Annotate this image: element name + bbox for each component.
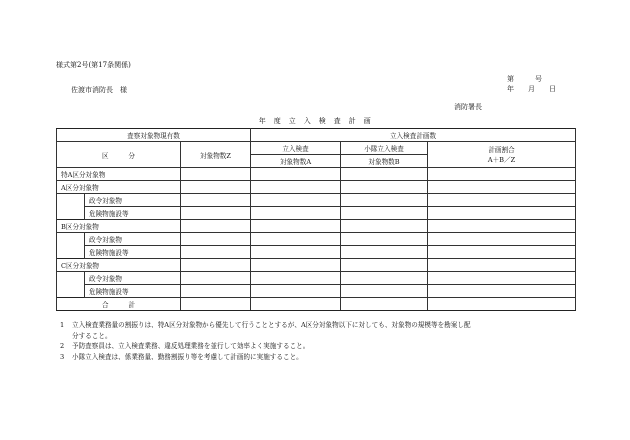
row-label-c-seirei: 政令対象物 xyxy=(85,272,181,285)
cell-b xyxy=(341,259,428,272)
row-label-a-seirei: 政令対象物 xyxy=(85,194,181,207)
note-1 xyxy=(60,320,580,331)
header-ratio-formula: A＋B／Z xyxy=(487,155,516,164)
cell-a xyxy=(251,168,341,181)
row-label-c: C区分対象物 xyxy=(57,259,181,272)
cell-ratio xyxy=(428,168,576,181)
row-label-total: 合 計 xyxy=(57,298,181,311)
indent-cell xyxy=(57,246,85,259)
row-label-toku-a: 特A区分対象物 xyxy=(57,168,181,181)
cell-ratio xyxy=(428,259,576,272)
note-number: 2 xyxy=(60,342,65,350)
cell-a xyxy=(251,285,341,298)
header-inspection: 立入検査 xyxy=(251,142,341,155)
note-text: 分すること。 xyxy=(72,331,112,340)
note-number: 3 xyxy=(60,352,65,361)
note-text: 立入検査業務量の割振りは、特A区分対象物から優先して行うこととするが、A区分対象物以下に対しても、対象物の規模等を勘案し配 xyxy=(72,321,471,329)
header-platoon-inspection: 小隊立入検査 xyxy=(341,142,428,155)
cell-b xyxy=(341,207,428,220)
header-target-a: 対象物数A xyxy=(251,155,341,168)
cell-a xyxy=(251,246,341,259)
cell-z xyxy=(181,220,251,233)
cell-ratio xyxy=(428,194,576,207)
cell-ratio xyxy=(428,298,576,311)
cell-a xyxy=(251,233,341,246)
cell-a xyxy=(251,207,341,220)
header-ratio xyxy=(428,142,576,168)
cell-z xyxy=(181,207,251,220)
row-label-b-kiken: 危険物施設等 xyxy=(85,246,181,259)
header-target-b: 対象物数B xyxy=(341,155,428,168)
notes xyxy=(60,320,580,362)
cell-ratio xyxy=(428,285,576,298)
cell-b xyxy=(341,285,428,298)
inspection-plan-table xyxy=(56,128,576,311)
cell-z xyxy=(181,298,251,311)
cell-z xyxy=(181,285,251,298)
addressee: 佐渡市消防長 様 xyxy=(71,86,127,94)
cell-a xyxy=(251,181,341,194)
cell-z xyxy=(181,168,251,181)
cell-b xyxy=(341,233,428,246)
row-label-b-seirei: 政令対象物 xyxy=(85,233,181,246)
indent-cell xyxy=(57,285,85,298)
cell-ratio xyxy=(428,181,576,194)
cell-a xyxy=(251,194,341,207)
cell-ratio xyxy=(428,233,576,246)
header-kubun: 区 分 xyxy=(57,142,181,168)
header-target-z: 対象物数Z xyxy=(181,142,251,168)
cell-z xyxy=(181,272,251,285)
issuer: 消防署長 xyxy=(454,103,482,111)
note-text: 予防査察員は、立入検査業務、違反処理業務を並行して効率よく実施すること。 xyxy=(72,342,310,350)
plan-title: 年 度 立 入 検 査 計 画 xyxy=(258,117,372,125)
header-current-count: 査察対象物現有数 xyxy=(57,129,251,142)
note-1-continued xyxy=(60,331,580,342)
indent-cell xyxy=(57,207,85,220)
cell-z xyxy=(181,194,251,207)
cell-a xyxy=(251,298,341,311)
cell-b xyxy=(341,168,428,181)
form-title: 様式第2号(第17条関係) xyxy=(56,61,131,69)
note-number: 1 xyxy=(60,321,65,329)
indent-cell xyxy=(57,233,85,246)
indent-cell xyxy=(57,194,85,207)
cell-b xyxy=(341,181,428,194)
cell-b xyxy=(341,194,428,207)
cell-z xyxy=(181,233,251,246)
cell-b xyxy=(341,220,428,233)
cell-a xyxy=(251,259,341,272)
cell-ratio xyxy=(428,246,576,259)
header-plan-count: 立入検査計画数 xyxy=(251,129,576,142)
row-label-b: B区分対象物 xyxy=(57,220,181,233)
document-date: 年 月 日 xyxy=(507,85,556,93)
cell-b xyxy=(341,246,428,259)
cell-z xyxy=(181,181,251,194)
header-ratio-label: 計画割合 xyxy=(488,145,515,154)
row-label-c-kiken: 危険物施設等 xyxy=(85,285,181,298)
note-3 xyxy=(60,352,580,363)
cell-z xyxy=(181,246,251,259)
cell-a xyxy=(251,272,341,285)
cell-b xyxy=(341,298,428,311)
row-label-a: A区分対象物 xyxy=(57,181,181,194)
cell-z xyxy=(181,259,251,272)
document-number: 第 号 xyxy=(507,75,542,83)
note-2 xyxy=(60,341,580,352)
note-text: 小隊立入検査は、係業務量、勤務割振り等を考慮して計画的に実施すること。 xyxy=(72,352,303,361)
cell-b xyxy=(341,272,428,285)
indent-cell xyxy=(57,272,85,285)
row-label-a-kiken: 危険物施設等 xyxy=(85,207,181,220)
cell-a xyxy=(251,220,341,233)
cell-ratio xyxy=(428,220,576,233)
cell-ratio xyxy=(428,207,576,220)
cell-ratio xyxy=(428,272,576,285)
